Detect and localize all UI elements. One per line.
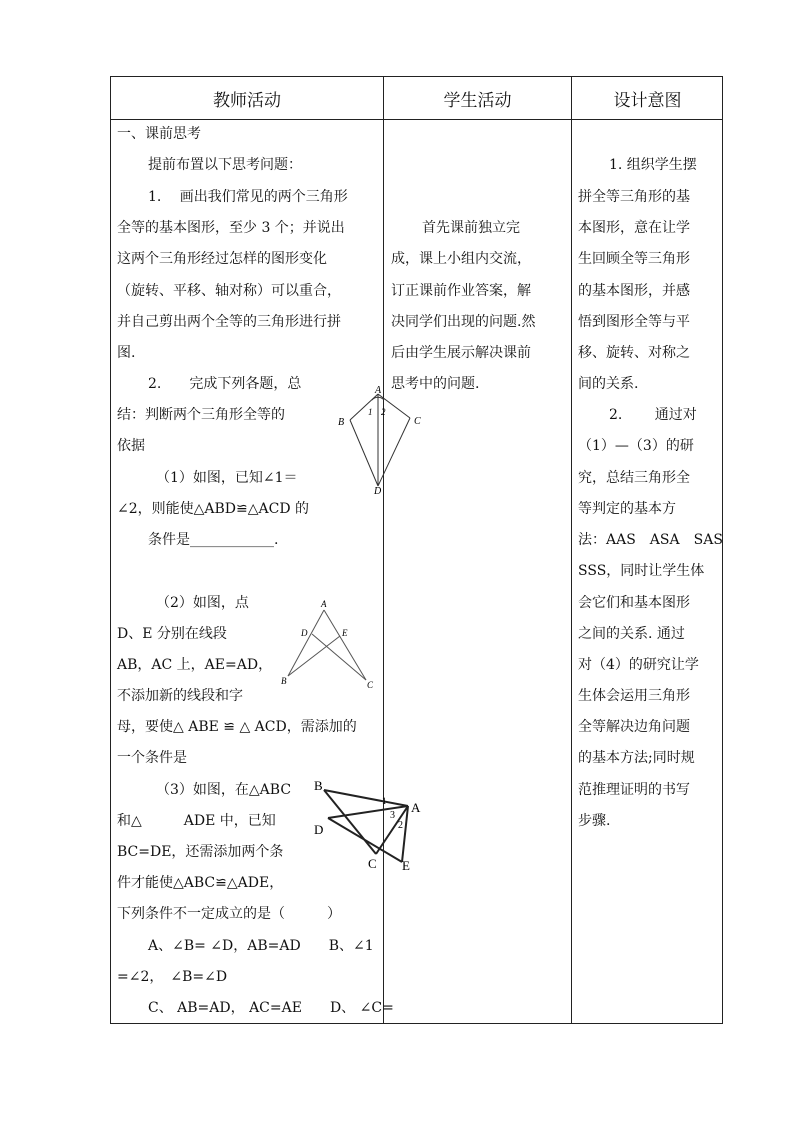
design-intent-line: 本图形，意在让学: [578, 220, 690, 236]
column-divider: [383, 77, 384, 1023]
fig1-label-d: D: [374, 486, 382, 497]
design-intent-line: 生体会运用三角形: [578, 688, 690, 704]
fig3-label-d: D: [314, 822, 324, 837]
problem2-line: 母，要使△ ABE ≌ △ ACD，需添加的: [117, 719, 357, 735]
triangle-crossing-figure: [278, 596, 378, 692]
q2-line: 结：判断两个三角形全等的: [117, 407, 285, 423]
problem3-line: 件才能使△ABC≌△ADE，: [117, 875, 284, 891]
q1-line: 1. 画出我们常见的两个三角形: [148, 189, 348, 205]
student-activity-line: 后由学生展示解决课前: [391, 345, 531, 361]
header-divider: [111, 119, 722, 120]
fig3-label-b: B: [314, 778, 323, 793]
fig1-label-b: B: [338, 417, 345, 428]
column-divider: [571, 77, 572, 1023]
student-activity-line: 订正课前作业答案，解: [391, 283, 531, 299]
design-intent-line: 悟到图形全等与平: [578, 314, 690, 330]
fig3-label-angle2: 2: [398, 820, 403, 831]
fig3-label-e: E: [402, 858, 410, 873]
design-intent-line: 法：AAS ASA SAS: [578, 532, 723, 548]
design-intent-line: 对（4）的研究让学: [578, 657, 699, 673]
fig2-label-e: E: [342, 628, 348, 638]
header-teacher-activity: 教师活动: [213, 90, 281, 111]
design-intent-line: 1. 组织学生摆: [609, 157, 697, 173]
problem1-line: （1）如图，已知∠1＝: [156, 470, 298, 486]
design-intent-line: 步骤.: [578, 813, 611, 829]
fig3-label-c: C: [368, 856, 377, 871]
q2-line: 依据: [117, 438, 145, 454]
q2-line: 2. 完成下列各题，总: [148, 376, 302, 392]
fig3-label-angle3: 3: [390, 810, 395, 821]
fig2-label-d: D: [301, 628, 308, 638]
design-intent-line: 之间的关系. 通过: [578, 626, 685, 642]
fig1-label-c: C: [414, 416, 421, 427]
problem3-line: 和△ ADE 中，已知: [117, 813, 276, 829]
design-intent-line: 范推理证明的书写: [578, 782, 690, 798]
problem2-line: （2）如图，点: [156, 595, 249, 611]
problem3-option-line: C、 AB=AD， AC=AE D、 ∠C=: [148, 1000, 394, 1016]
problem1-line: ∠2，则能使△ABD≌△ACD 的: [117, 501, 310, 517]
header-design-intent: 设计意图: [613, 90, 682, 111]
fig2-label-a: A: [321, 599, 327, 609]
problem1-line: 条件是____________.: [148, 532, 279, 548]
intro-line: 提前布置以下思考问题：: [148, 157, 302, 173]
problem2-line: D、E 分别在线段: [117, 626, 227, 642]
student-activity-line: 思考中的问题.: [391, 376, 480, 392]
design-intent-line: 的基本方法;同时规: [578, 750, 695, 766]
fig1-label-angle2: 2: [381, 407, 386, 417]
q1-line: 并自己剪出两个全等的三角形进行拼: [117, 314, 341, 330]
fig2-label-c: C: [367, 680, 374, 690]
student-activity-line: 决同学们出现的问题.然: [391, 314, 536, 330]
design-intent-line: 会它们和基本图形: [578, 595, 690, 611]
design-intent-line: SSS，同时让学生体: [578, 563, 705, 579]
problem3-line: （3）如图，在△ABC: [156, 782, 292, 798]
design-intent-line: 间的关系.: [578, 376, 639, 392]
problem3-line: 下列条件不一定成立的是（ ）: [117, 906, 341, 922]
q1-line: 全等的基本图形，至少 3 个；并说出: [117, 220, 345, 236]
design-intent-line: 究，总结三角形全: [578, 470, 690, 486]
q1-line: 这两个三角形经过怎样的图形变化: [117, 251, 327, 267]
rotated-triangles-figure: [310, 772, 428, 874]
q1-line: 图.: [117, 345, 136, 361]
design-intent-line: 移、旋转、对称之: [578, 345, 690, 361]
problem3-line: BC=DE，还需添加两个条: [117, 844, 284, 860]
design-intent-line: 的基本图形，并感: [578, 283, 690, 299]
fig2-label-b: B: [281, 676, 287, 686]
q1-line: （旋转、平移、轴对称）可以重合，: [117, 283, 341, 299]
student-activity-line: 成，课上小组内交流，: [391, 251, 531, 267]
fig3-label-a: A: [411, 800, 421, 815]
problem2-line: 一个条件是: [117, 750, 187, 766]
design-intent-line: 生回顾全等三角形: [578, 251, 690, 267]
header-student-activity: 学生活动: [443, 90, 512, 111]
fig1-label-a: A: [375, 385, 382, 396]
problem3-option-line: =∠2， ∠B=∠D: [117, 969, 228, 985]
student-activity-line: 首先课前独立完: [422, 220, 520, 236]
fig1-label-angle1: 1: [368, 407, 373, 417]
problem2-line: 不添加新的线段和字: [117, 688, 243, 704]
design-intent-line: 2. 通过对: [609, 407, 697, 423]
design-intent-line: （1）—（3）的研: [578, 438, 694, 454]
fig3-label-angle1: 1: [382, 796, 387, 806]
design-intent-line: 拼全等三角形的基: [578, 189, 690, 205]
design-intent-line: 全等解决边角问题: [578, 719, 690, 735]
problem2-line: AB，AC 上，AE=AD，: [117, 657, 273, 673]
section-title: 一、课前思考: [117, 126, 201, 142]
design-intent-line: 等判定的基本方: [578, 501, 676, 517]
kite-figure: [330, 380, 430, 498]
problem3-option-line: A、∠B= ∠D，AB=AD B、∠1: [148, 938, 374, 954]
